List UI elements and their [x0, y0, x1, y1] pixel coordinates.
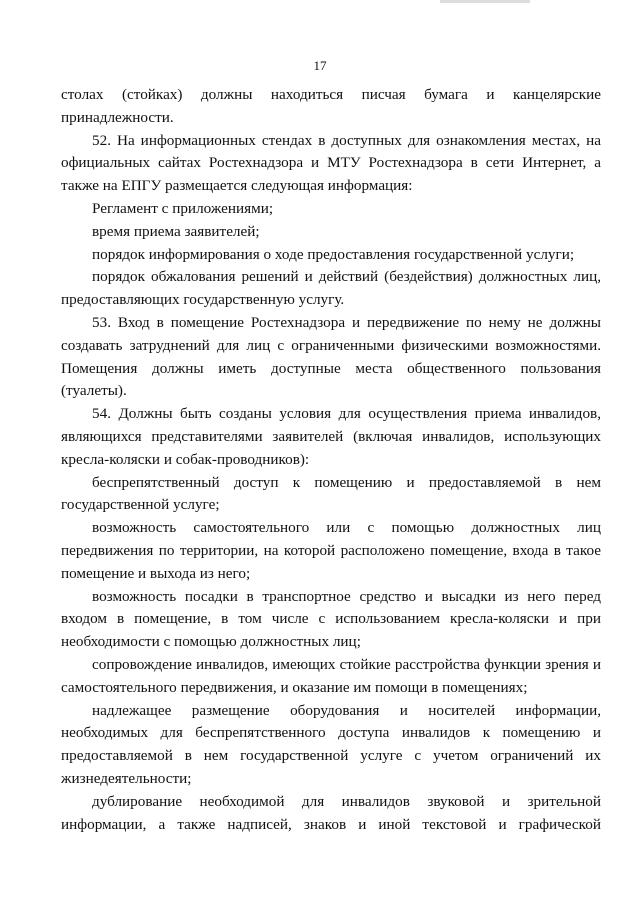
list-item: Регламент с приложениями;	[92, 199, 274, 217]
scan-artifact	[440, 0, 530, 3]
list-item: дублирование необходимой для инвалидов звуковой и зрительной информации, а также надписей, знаков и иной текстовой и графической	[61, 792, 601, 833]
paragraph-52: 52. На информационных стендах в доступных для ознакомления местах, на официальных сайтах Ростехнадзора и МТУ Ростехнадзора в сети Интернет, а также на ЕПГУ размещается следующая информация:	[61, 131, 601, 195]
list-item: беспрепятственный доступ к помещению и предоставляемой в нем государственной услуге;	[61, 473, 601, 514]
list-item: время приема заявителей;	[92, 222, 260, 240]
list-item: порядок обжалования решений и действий (бездействия) должностных лиц, предоставляющих государственную услугу.	[61, 268, 601, 309]
list-item: надлежащее размещение оборудования и носителей информации, необходимых для беспрепятственного доступа инвалидов к помещению и предоставляемой в нем государственной услуге с учетом ограничений их жизнедеятельности;	[61, 701, 601, 787]
list-item: возможность посадки в транспортное средство и высадки из него перед входом в помещение, в том числе с использованием кресла-коляски и при необходимости с помощью должностных лиц;	[61, 587, 601, 651]
list-item: порядок информирования о ходе предоставления государственной услуги;	[92, 245, 575, 263]
list-item: возможность самостоятельного или с помощью должностных лиц передвижения по территории, на которой расположено помещение, входа в такое помещение и выхода из него;	[61, 519, 601, 582]
document-body	[61, 84, 601, 836]
page-number: 17	[313, 58, 327, 73]
list-item: сопровождение инвалидов, имеющих стойкие расстройства функции зрения и самостоятельного передвижения, и оказание им помощи в помещениях;	[61, 655, 601, 696]
paragraph-continuation: столах (стойках) должны находиться писчая бумага и канцелярские принадлежности.	[61, 86, 601, 126]
paragraph-54: 54. Должны быть созданы условия для осуществления приема инвалидов, являющихся представителями заявителей (включая инвалидов, использующих кресла-коляски и собак-проводников):	[61, 405, 601, 468]
paragraph-53: 53. Вход в помещение Ростехнадзора и передвижение по нему не должны создавать затруднений для лиц с ограниченными физическими возможностями. Помещения должны иметь доступные места общественного пользования (туалеты).	[61, 313, 601, 400]
